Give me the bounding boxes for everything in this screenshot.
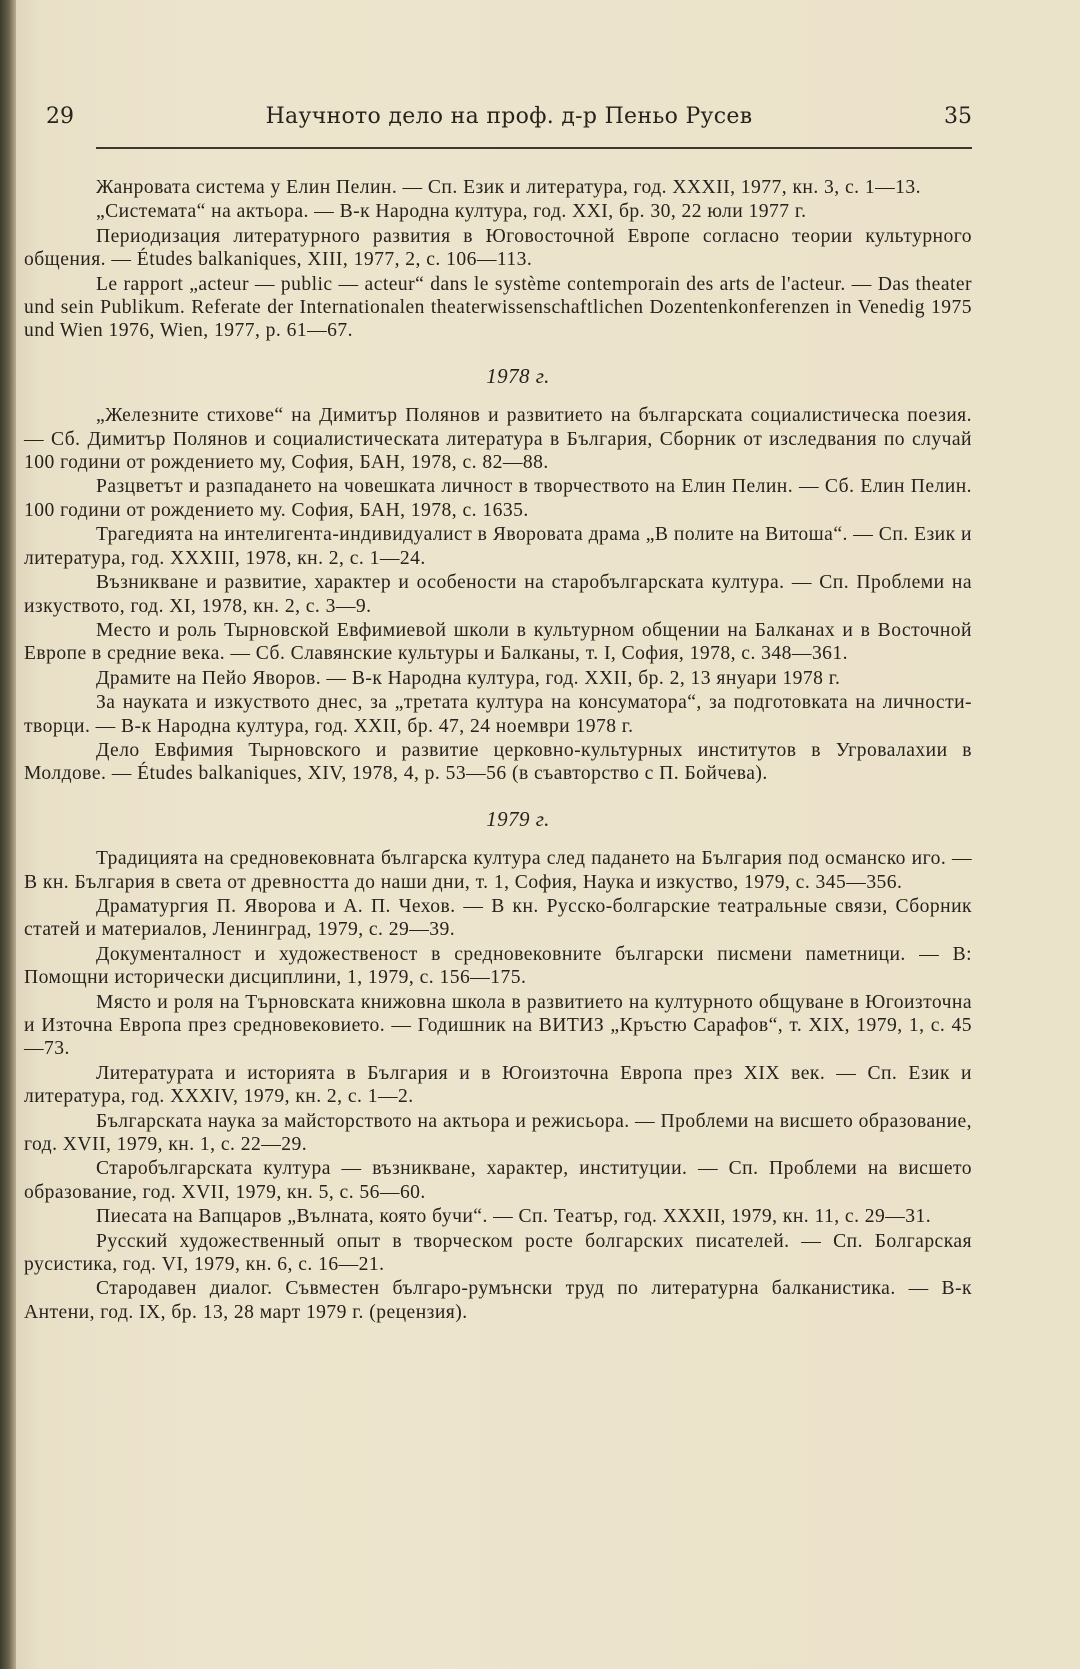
section-1977	[24, 176, 972, 343]
bibliography-entry: Русский художественный опыт в творческом росте болгарских писателей. — Сп. Болгарская русистика, год. VI, 1979, кн. 6, с. 16—21.	[24, 1230, 972, 1276]
bibliography-entry: Литературата и историята в България и в Югоизточна Европа през XIX век. — Сп. Език и литература, год. XXXIV, 1979, кн. 2, с. 1—2.	[24, 1062, 972, 1108]
bibliography-entry: Старобългарската култура — възникване, характер, институции. — Сп. Проблеми на висшето образование, год. XVII, 1979, кн. 5, с. 56—60.	[24, 1158, 972, 1203]
bibliography-entry: „Железните стихове“ на Димитър Полянов и развитието на българската социалистическа поезия. — Сб. Димитър Полянов и социалистическата литература в България, Сборник от изследвания по случай 100 години от рождението му, София, БАН, 1978, с. 82—88.	[24, 405, 972, 474]
bibliography-entry: Пиесата на Вапцаров „Вълната, която бучи“. — Сп. Театър, год. XXXII, 1979, кн. 11, с. 29—31.	[96, 1206, 932, 1228]
bibliography-entry: Драматургия П. Яворова и А. П. Чехов. — В кн. Русско-болгарские театральные связи, Сборник статей и материалов, Ленинград, 1979, с. 29—39.	[24, 895, 972, 941]
bibliography-entry: Документалност и художественост в средновековните български писмени паметници. — В: Помощни исторически дисциплини, 1, 1979, с. 156—175.	[24, 943, 972, 989]
bibliography-entry: Стародавен диалог. Съвместен българо-румънски труд по литературна балканистика. — В-к Антени, год. IX, бр. 13, 28 март 1979 г. (рецензия).	[24, 1278, 972, 1323]
page-number: 35	[944, 104, 972, 129]
bibliography-entry: Разцветът и разпадането на човешката личност в творчеството на Елин Пелин. — Сб. Елин Пелин. 100 години от рождението му. София, БАН, 1978, с. 1635.	[24, 476, 972, 521]
bibliography-entry: „Системата“ на актьора. — В-к Народна култура, год. XXI, бр. 30, 22 юли 1977 г.	[96, 201, 807, 223]
bibliography-entry: Трагедията на интелигента-индивидуалист в Яворовата драма „В полите на Витоша“. — Сп. Език и литература, год. XXXIII, 1978, кн. 2, с. 1—24.	[24, 524, 972, 569]
bibliography-entry: Място и роля на Търновската книжовна школа в развитието на културното общуване в Югоизточна и Източна Европа през средновековието. — Годишник на ВИТИЗ „Кръстю Сарафов“, т. XIX, 1979, 1, с. 45—73.	[24, 991, 972, 1060]
bibliography-body	[24, 176, 972, 1325]
bibliography-entry: Българската наука за майсторството на актьора и режисьора. — Проблеми на висшето образование, год. XVII, 1979, кн. 1, с. 22—29.	[24, 1110, 972, 1156]
bibliography-entry: Le rapport „acteur — public — acteur“ dans le système contemporain des arts de l'acteur. — Das theater und sein Publikum. Referate der Internationalen theaterwissenschaftlichen Dozentenkonferenzen in Venedig 1975 und Wien 1976, Wien, 1977, p. 61—67.	[24, 273, 972, 342]
bibliography-entry: Периодизация литературного развития в Юговосточной Европе согласно теории культурного общения. — Études balkaniques, XIII, 1977, 2, с. 106—113.	[24, 225, 972, 271]
bibliography-entry: За науката и изкуството днес, за „третата култура на консуматора“, за подготовката на личности-творци. — В-к Народна култура, год. XXII, бр. 47, 24 ноември 1978 г.	[24, 692, 972, 737]
year-heading-1979: 1979 г.	[486, 806, 550, 831]
header-rule	[96, 147, 972, 149]
bibliography-entry: Възникване и развитие, характер и особености на старобългарската култура. — Сп. Проблеми на изкуството, год. XI, 1978, кн. 2, с. 3—9.	[24, 572, 972, 617]
bibliography-entry: Место и роль Тырновской Евфимиевой школи в культурном общении на Балканах и в Восточной Европе в средние века. — Сб. Славянские культуры и Балканы, т. I, София, 1978, с. 348—361.	[24, 619, 972, 665]
bibliography-entry: Дело Евфимия Тырновского и развитие церковно-культурных институтов в Угровалахии в Молдове. — Études balkaniques, XIV, 1978, 4, p. 53—56 (в съавторство с П. Бойчева).	[24, 739, 972, 785]
year-heading-1978: 1978 г.	[486, 363, 550, 388]
bibliography-entry: Традицията на средновековната българска култура след падането на България под османско иго. — В кн. България в света от древността до наши дни, т. 1, София, Наука и изкуство, 1979, с. 345—356.	[24, 848, 972, 893]
bibliography-entry: Драмите на Пейо Яворов. — В-к Народна култура, год. XXII, бр. 2, 13 януари 1978 г.	[96, 667, 841, 689]
header-left-number: 29	[46, 104, 74, 129]
section-1979	[24, 847, 972, 1324]
page-binding-edge	[0, 0, 16, 1669]
running-header	[46, 96, 972, 142]
section-1978	[24, 404, 972, 786]
bibliography-entry: Жанровата система у Елин Пелин. — Сп. Език и литература, год. XXXII, 1977, кн. 3, с. 1—13.	[96, 177, 921, 198]
header-title: Научното дело на проф. д-р Пеньо Русев	[265, 104, 753, 129]
